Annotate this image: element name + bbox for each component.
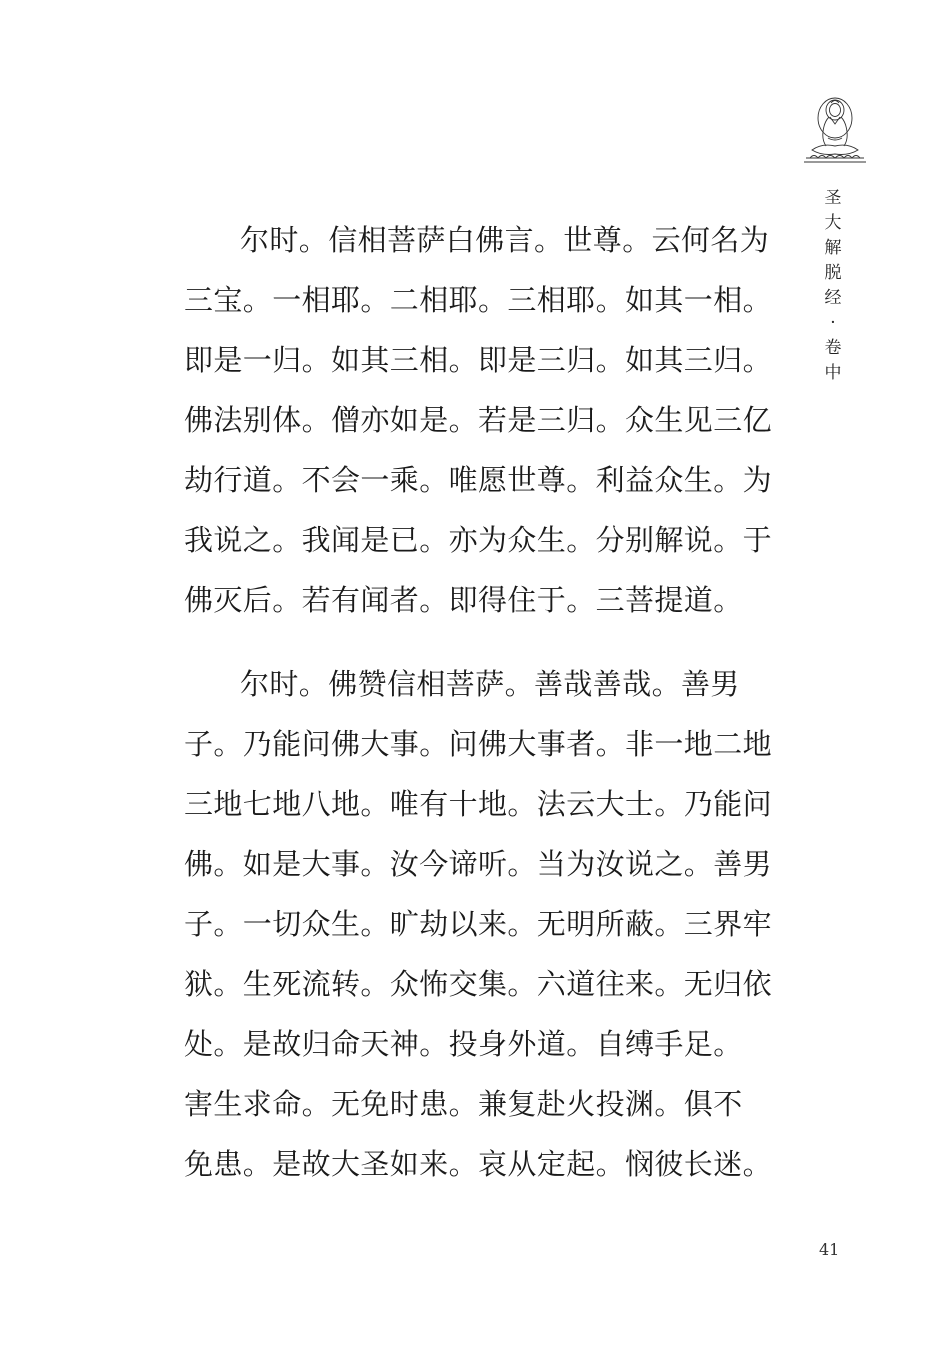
running-head (818, 186, 848, 386)
running-head-char: 中 (824, 363, 842, 383)
running-head-char: 经 (824, 288, 842, 308)
text-line: 尔时。佛赞信相菩萨。善哉善哉。善男 (240, 667, 740, 701)
paragraph-2 (184, 654, 773, 1194)
running-head-char: 解 (824, 238, 842, 258)
running-head-char: 圣 (824, 188, 842, 208)
text-line: 佛法别体。僧亦如是。若是三归。众生见三亿 (184, 403, 773, 437)
paragraph-1 (184, 210, 773, 630)
text-line: 佛灭后。若有闻者。即得住于。三菩提道。 (184, 583, 743, 617)
text-line: 狱。生死流转。众怖交集。六道往来。无归依 (184, 967, 773, 1001)
text-line: 三地七地八地。唯有十地。法云大士。乃能问 (184, 787, 773, 821)
text-line: 三宝。一相耶。二相耶。三相耶。如其一相。 (184, 283, 773, 317)
running-head-char: 大 (824, 213, 842, 233)
page-number: 41 (819, 1240, 840, 1259)
text-line: 子。乃能问佛大事。问佛大事者。非一地二地 (184, 727, 773, 761)
running-head-char: 卷 (824, 338, 842, 358)
buddha-emblem-icon (800, 88, 870, 166)
running-head-char: 脱 (824, 263, 842, 283)
text-line: 佛。如是大事。汝今谛听。当为汝说之。善男 (184, 847, 773, 881)
text-line: 处。是故归命天神。投身外道。自缚手足。 (184, 1027, 743, 1061)
text-line: 我说之。我闻是已。亦为众生。分别解说。于 (184, 523, 773, 557)
text-line: 劫行道。不会一乘。唯愿世尊。利益众生。为 (184, 463, 773, 497)
text-line: 害生求命。无免时患。兼复赴火投渊。俱不 (184, 1087, 743, 1121)
text-line: 尔时。信相菩萨白佛言。世尊。云何名为 (240, 223, 770, 257)
text-line: 免患。是故大圣如来。哀从定起。悯彼长迷。 (184, 1147, 773, 1181)
text-line: 子。一切众生。旷劫以来。无明所蔽。三界牢 (184, 907, 773, 941)
text-line: 即是一归。如其三相。即是三归。如其三归。 (184, 343, 773, 377)
running-head-char: · (830, 313, 836, 333)
